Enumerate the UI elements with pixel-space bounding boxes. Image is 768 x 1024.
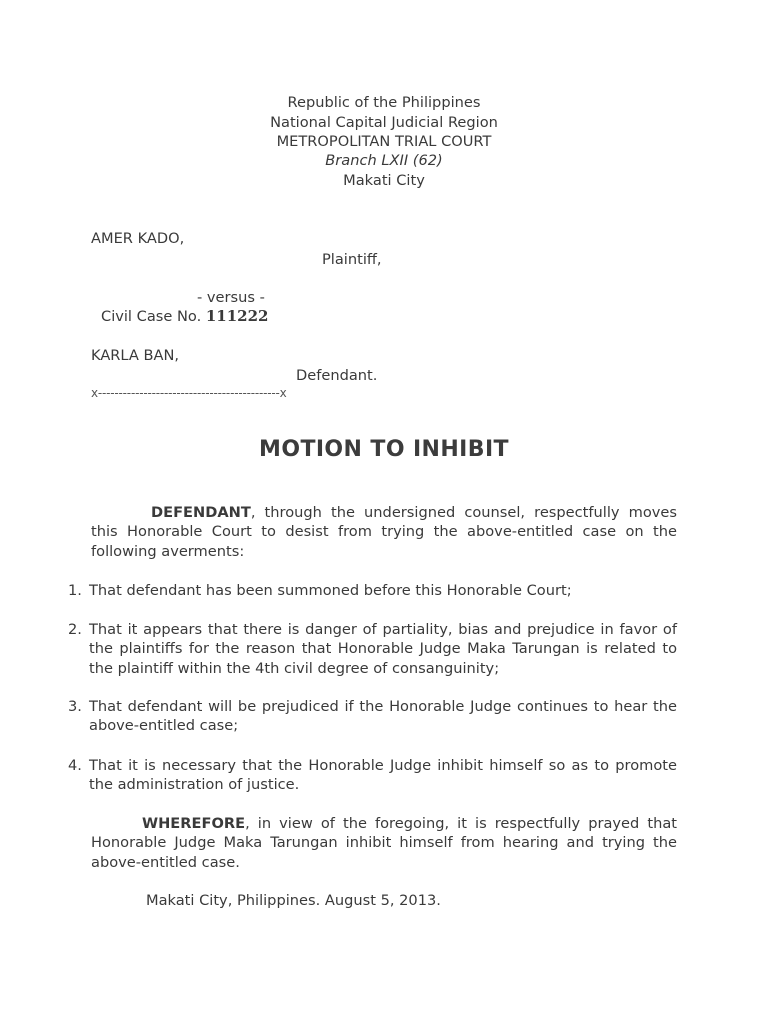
averment-1-number: 1. bbox=[68, 582, 82, 599]
date-line: Makati City, Philippines. August 5, 2013. bbox=[146, 892, 441, 909]
case-number-label: Civil Case No. bbox=[101, 308, 202, 325]
header-city: Makati City bbox=[343, 172, 425, 189]
averment-4-number: 4. bbox=[68, 757, 82, 774]
intro-text: , through the undersigned counsel, respectfully moves this Honorable Court to desist from trying the above-entitled case on the following averments: bbox=[91, 504, 677, 560]
header-republic: Republic of the Philippines bbox=[287, 94, 481, 111]
prayer-lead: WHEREFORE bbox=[142, 815, 246, 832]
defendant-name: KARLA BAN, bbox=[91, 347, 180, 364]
averment-2-number: 2. bbox=[68, 621, 82, 638]
plaintiff-role: Plaintiff, bbox=[322, 251, 382, 268]
prayer-paragraph bbox=[91, 814, 677, 872]
averment-3-number: 3. bbox=[68, 698, 82, 715]
intro-paragraph bbox=[91, 503, 677, 561]
header-branch: Branch LXII (62) bbox=[325, 152, 443, 169]
versus-label: - versus - bbox=[197, 289, 265, 306]
averment-4-text: That it is necessary that the Honorable Judge inhibit himself so as to promote the administration of justice. bbox=[89, 757, 677, 794]
case-number-line bbox=[101, 307, 268, 326]
document-title: MOTION TO INHIBIT bbox=[259, 437, 509, 462]
averment-1-text: That defendant has been summoned before this Honorable Court; bbox=[89, 582, 572, 599]
intro-lead: DEFENDANT bbox=[151, 504, 251, 521]
caption-separator: x--------------------------------------------x bbox=[91, 386, 287, 400]
averment-2-text: That it appears that there is danger of partiality, bias and prejudice in favor of the plaintiffs for the reason that Honorable Judge Maka Tarungan is related to the plaintiff within the 4th civil degree of consanguinity; bbox=[89, 621, 677, 677]
header-region: National Capital Judicial Region bbox=[270, 114, 498, 131]
plaintiff-name: AMER KADO, bbox=[91, 230, 185, 247]
prayer-text: , in view of the foregoing, it is respectfully prayed that Honorable Judge Maka Tarungan inhibit himself from hearing and trying the above-entitled case. bbox=[91, 815, 677, 871]
defendant-role: Defendant. bbox=[296, 367, 378, 384]
header-court: METROPOLITAN TRIAL COURT bbox=[276, 133, 492, 150]
averment-3-text: That defendant will be prejudiced if the Honorable Judge continues to hear the above-entitled case; bbox=[89, 698, 677, 735]
case-number-value: 111222 bbox=[205, 307, 269, 325]
